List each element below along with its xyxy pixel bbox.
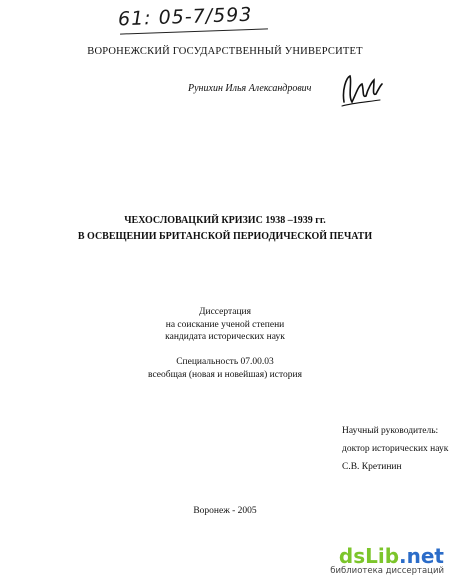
signature-mark: [338, 72, 386, 110]
supervisor-block: [342, 422, 448, 476]
specialty-line-1: Специальность 07.00.03: [176, 357, 274, 367]
supervisor-label: Научный руководитель:: [342, 426, 439, 436]
watermark: [326, 546, 444, 576]
dissertation-line-2: на соискание ученой степени: [165, 319, 285, 330]
university-name: ВОРОНЕЖСКИЙ ГОСУДАРСТВЕННЫЙ УНИВЕРСИТЕТ: [87, 46, 363, 57]
dissertation-line-3: кандидата исторических наук: [165, 332, 285, 342]
city-year: Воронеж - 2005: [193, 506, 257, 516]
specialty-line-2: всеобщая (новая и новейшая) история: [148, 369, 302, 380]
title-line-1: ЧЕХОСЛОВАЦКИЙ КРИЗИС 1938 –1939 гг.: [124, 215, 326, 226]
supervisor-degree: доктор исторических наук: [342, 444, 449, 454]
handwritten-catalog-code: 61: 05-7/593: [117, 3, 253, 31]
author-name: Рунихин Илья Александрович: [188, 83, 312, 94]
dissertation-type: [0, 306, 450, 344]
dissertation-title: [0, 213, 450, 245]
dissertation-line-1: Диссертация: [199, 307, 251, 317]
supervisor-name: С.В. Кретинин: [342, 462, 402, 472]
specialty-block: [0, 356, 450, 381]
watermark-subtitle: библиотека диссертаций: [330, 566, 444, 576]
watermark-logo: dsLib.net: [338, 544, 444, 568]
title-line-2: В ОСВЕЩЕНИИ БРИТАНСКОЙ ПЕРИОДИЧЕСКОЙ ПЕЧАТИ: [77, 231, 373, 242]
